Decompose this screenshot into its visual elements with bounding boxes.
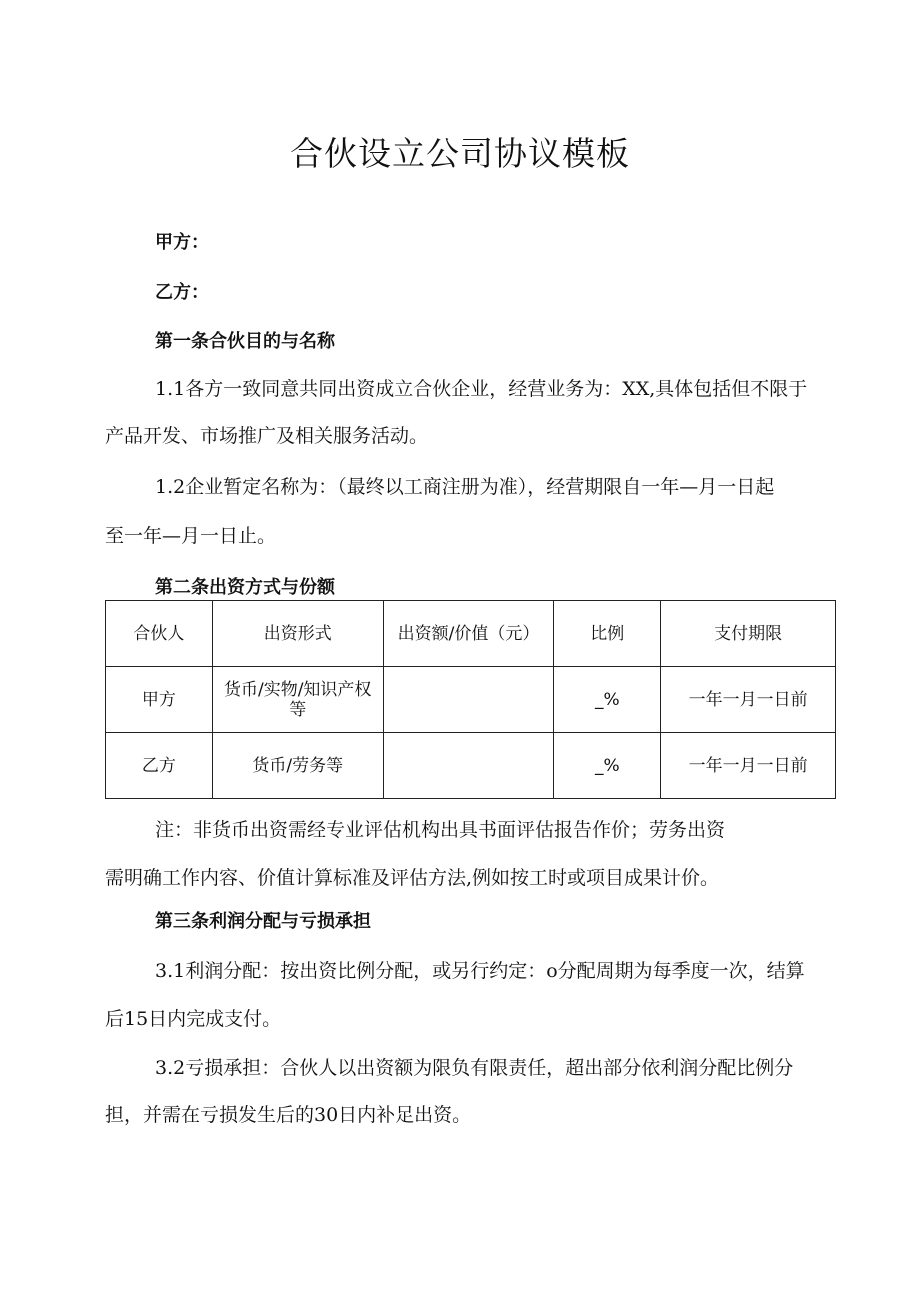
table-cell-partner: 乙方 (106, 733, 213, 799)
party-a-label: 甲方： (155, 232, 209, 253)
article1-p1-line2: 产品开发、市场推广及相关服务活动。 (105, 425, 429, 447)
article3-heading: 第三条利润分配与亏损承担 (155, 911, 371, 932)
table-header-cell: 出资形式 (212, 601, 383, 667)
article2-note-line2: 需明确工作内容、价值计算标准及评估方法,例如按工时或项目成果计价。 (105, 867, 720, 889)
article2-heading: 第二条出资方式与份额 (155, 577, 335, 598)
article3-p2-line1: 3.2亏损承担：合伙人以出资额为限负有限责任，超出部分依利润分配比例分 (155, 1057, 794, 1079)
contribution-table (105, 600, 836, 799)
article1-p1-line1: 1.1各方一致同意共同出资成立合伙企业，经营业务为：XX,具体包括但不限于 (155, 378, 808, 400)
article3-p1-line1: 3.1利润分配：按出资比例分配，或另行约定：o分配周期为每季度一次，结算 (155, 960, 805, 982)
table-cell-partner: 甲方 (106, 667, 213, 733)
article1-p2-line2: 至一年—月一日止。 (105, 525, 277, 547)
table-cell-deadline: 一年一月一日前 (661, 733, 836, 799)
table-cell-amount (383, 667, 554, 733)
article2-note-line1: 注：非货币出资需经专业评估机构出具书面评估报告作价；劳务出资 (155, 819, 726, 841)
table-cell-ratio: _% (554, 667, 661, 733)
article1-p2-line1: 1.2企业暂定名称为：（最终以工商注册为准），经营期限自一年—月一日起 (155, 476, 775, 498)
table-cell-ratio: _% (554, 733, 661, 799)
article1-heading: 第一条合伙目的与名称 (155, 331, 335, 352)
table-header-cell: 合伙人 (106, 601, 213, 667)
article3-p1-line2: 后15日内完成支付。 (105, 1008, 282, 1030)
document-title: 合伙设立公司协议模板 (290, 134, 630, 173)
table-header-row (106, 601, 836, 667)
table-cell-form: 货币/实物/知识产权等 (212, 667, 383, 733)
party-b-label: 乙方： (155, 282, 209, 303)
table-header-cell: 出资额/价值（元） (383, 601, 554, 667)
table-cell-amount (383, 733, 554, 799)
table-row (106, 667, 836, 733)
table-row (106, 733, 836, 799)
table-header-cell: 比例 (554, 601, 661, 667)
table-cell-deadline: 一年一月一日前 (661, 667, 836, 733)
article3-p2-line2: 担，并需在亏损发生后的30日内补足出资。 (105, 1104, 472, 1126)
table-cell-form: 货币/劳务等 (212, 733, 383, 799)
table-header-cell: 支付期限 (661, 601, 836, 667)
